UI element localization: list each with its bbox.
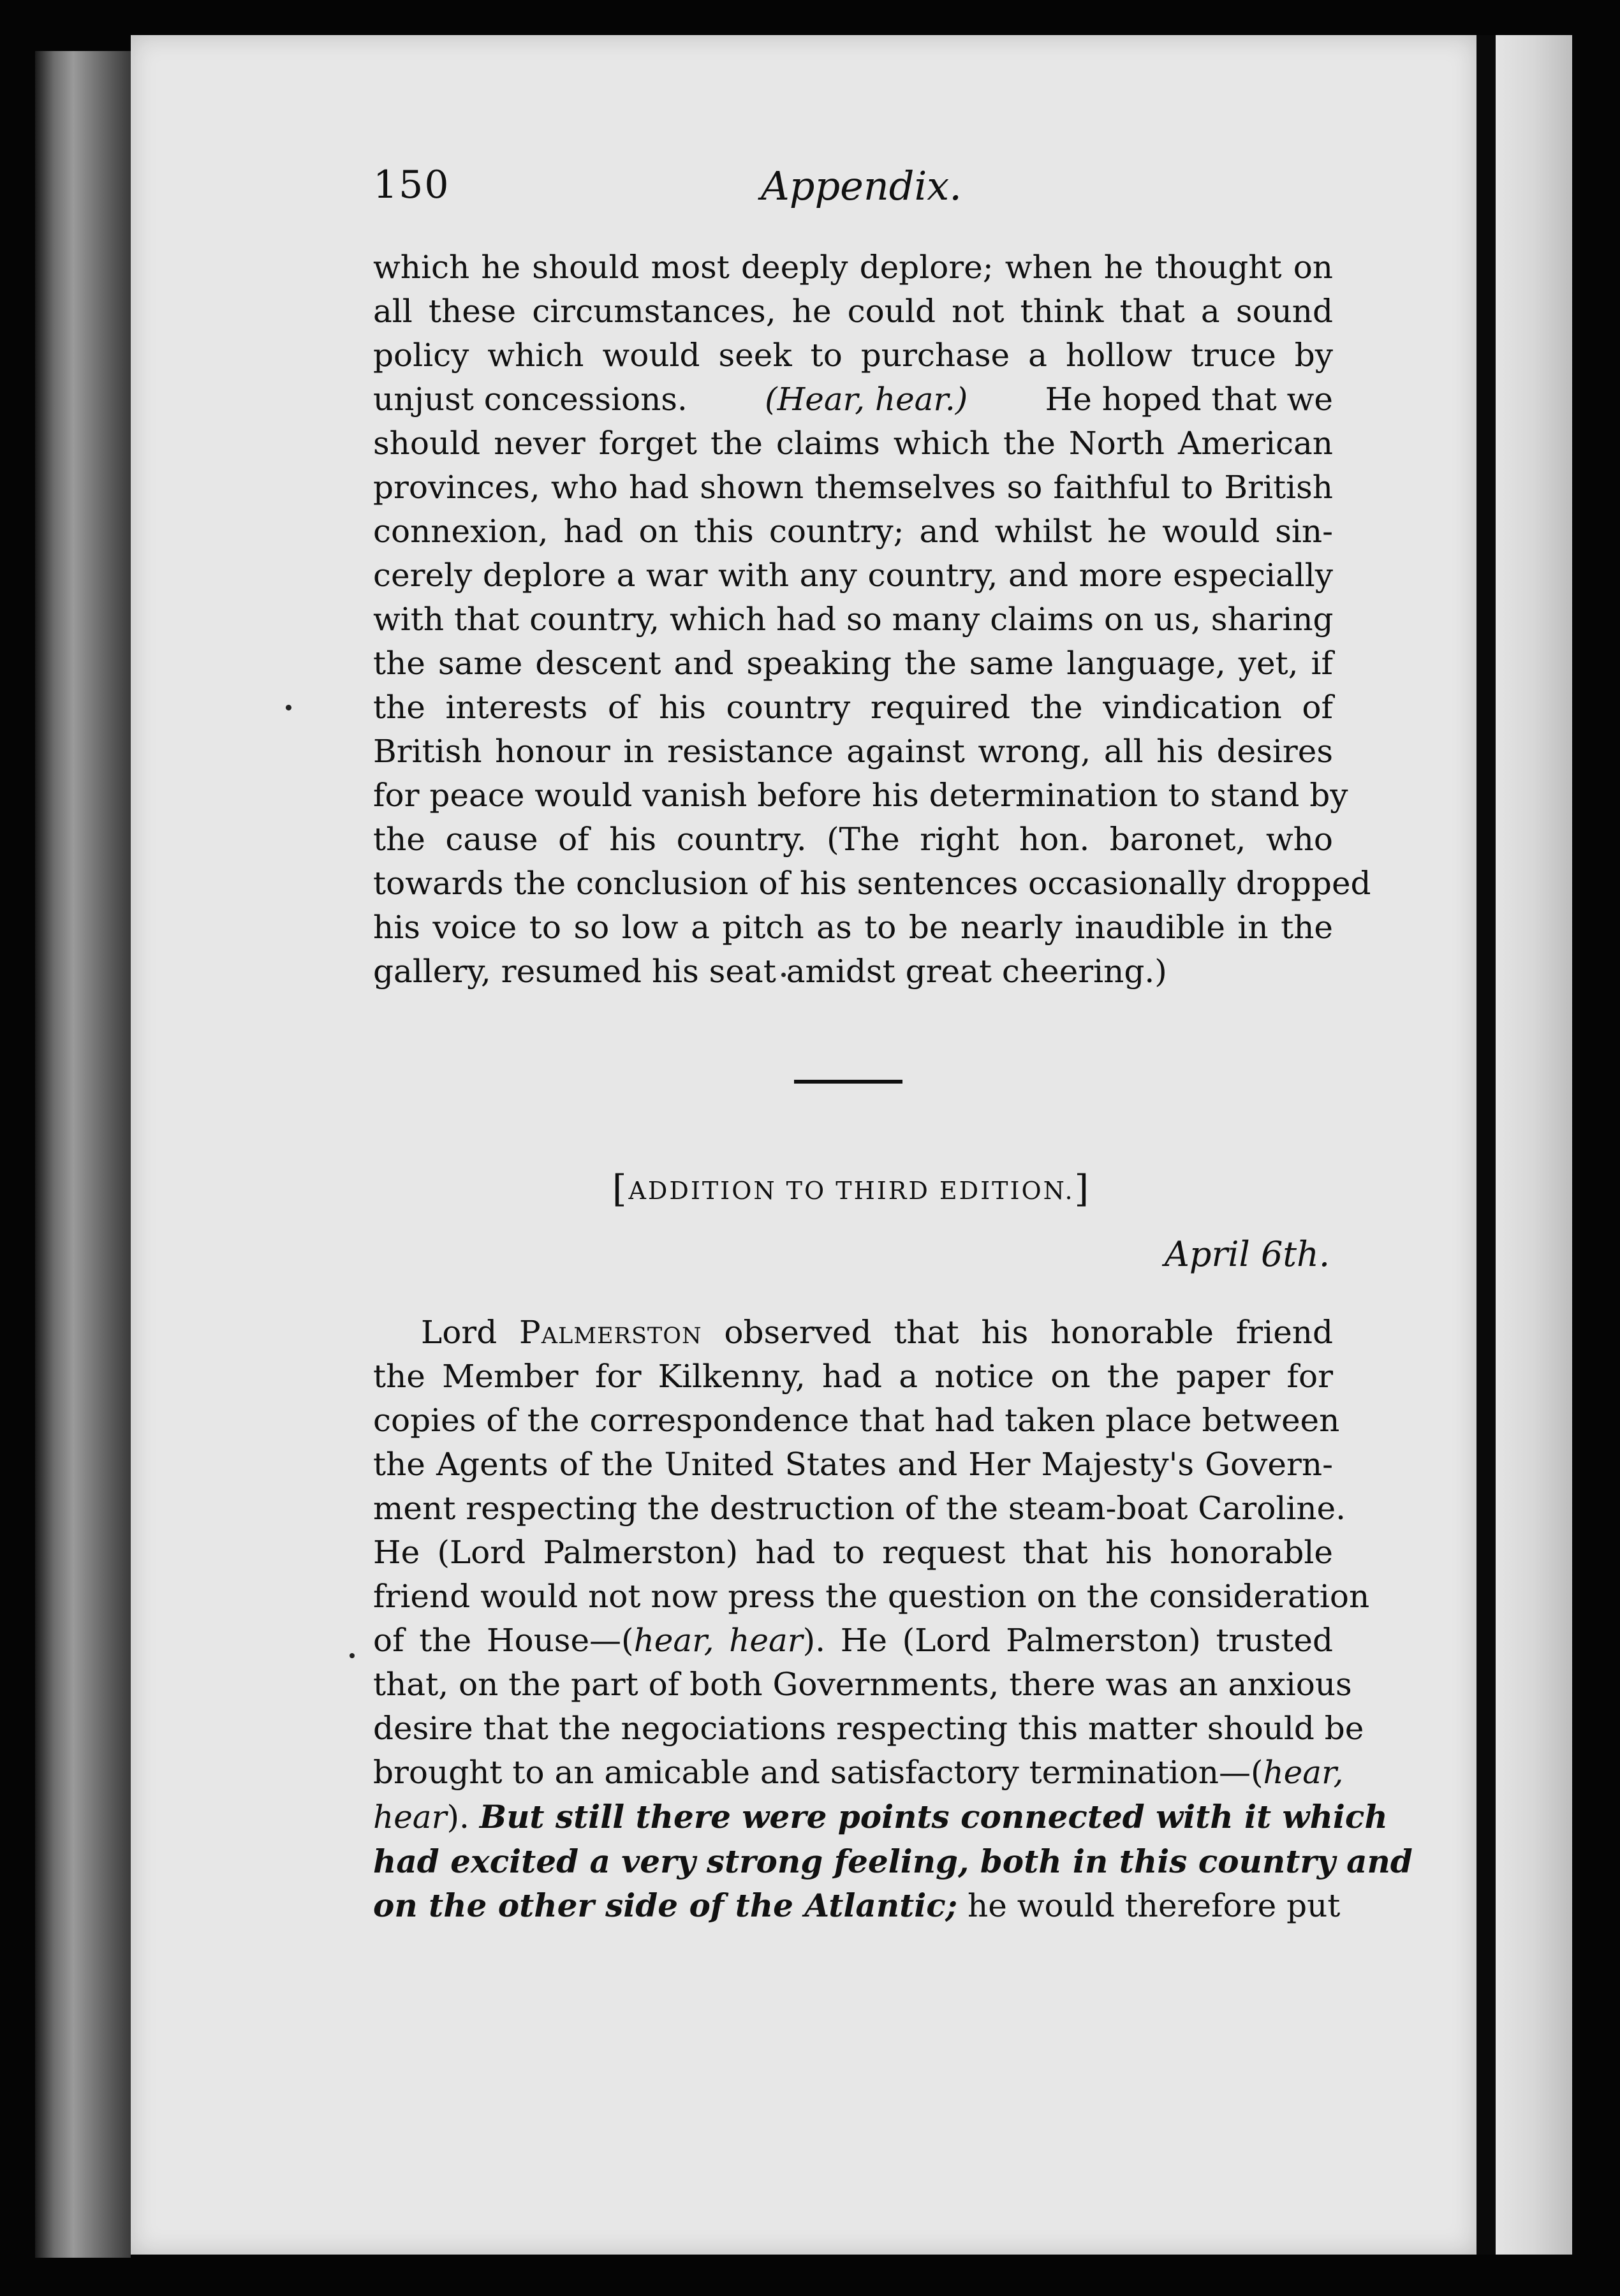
text-line: his voice to so low a pitch as to be nearly inaudible in the: [373, 909, 1333, 946]
text-line: desire that the negociations respecting this matter should be: [373, 1710, 1364, 1747]
text-line: had excited a very strong feeling, both in this country and: [373, 1843, 1413, 1880]
text-line: gallery, resumed his seat amidst great cheering.): [373, 953, 1167, 990]
bracket-open: [: [612, 1167, 629, 1211]
text-line: the interests of his country required the vindication of: [373, 689, 1333, 726]
page-number: 150: [373, 163, 450, 207]
paragraph-2: [373, 1311, 1413, 1928]
text-line: [373, 1619, 1333, 1663]
paragraph-1: [373, 246, 1371, 994]
text-fragment: observed that his honorable friend: [702, 1314, 1333, 1351]
text-line: copies of the correspondence that had taken place between: [373, 1402, 1340, 1439]
book-spine-edge: [35, 51, 131, 2258]
text-line: with that country, which had so many claims on us, sharing: [373, 601, 1334, 638]
text-line: [373, 378, 1333, 422]
text-line: He (Lord Palmerston) had to request that his honorable: [373, 1534, 1333, 1571]
text-line: provinces, who had shown themselves so faithful to British: [373, 469, 1333, 506]
text-line: the same descent and speaking the same language, yet, if: [373, 645, 1333, 682]
entry-date: April 6th.: [1164, 1234, 1330, 1274]
text-line: [373, 1311, 1333, 1355]
running-head: Appendix.: [761, 163, 962, 209]
text-fragment: ). He (Lord Palmerston) trusted: [802, 1622, 1333, 1659]
text-line: British honour in resistance against wrong, all his desires: [373, 733, 1333, 770]
text-line: all these circumstances, he could not think that a sound: [373, 293, 1333, 330]
text-fragment: unjust concessions.: [373, 381, 688, 418]
ink-speck: [286, 705, 291, 710]
text-line: policy which would seek to purchase a hollow truce by: [373, 337, 1333, 374]
text-fragment: He hoped that we: [1045, 381, 1333, 418]
italic-interjection: hear: [373, 1799, 447, 1836]
section-heading: [577, 1167, 1126, 1212]
page-gutter-shadow: [1476, 35, 1496, 2255]
page-header: [373, 163, 1323, 220]
text-line: for peace would vanish before his determination to stand by: [373, 777, 1348, 814]
text-line: the Member for Kilkenny, had a notice on the paper for: [373, 1358, 1333, 1395]
ink-speck: [350, 1653, 355, 1658]
text-line: that, on the part of both Governments, there was an anxious: [373, 1666, 1352, 1703]
text-line: which he should most deeply deplore; when he thought on: [373, 249, 1333, 286]
bold-italic-text: But still there were points connected with it which: [479, 1798, 1388, 1836]
text-line: the cause of his country. (The right hon. baronet, who: [373, 821, 1333, 858]
italic-interjection: hear, hear: [633, 1622, 803, 1659]
text-fragment: he would therefore put: [957, 1887, 1341, 1924]
section-divider: [794, 1080, 902, 1084]
text-line: [373, 1795, 1388, 1839]
bold-italic-text: on the other side of the Atlantic;: [373, 1887, 958, 1924]
text-line: connexion, had on this country; and whilst he would sin-: [373, 513, 1333, 550]
text-line: [373, 1883, 1341, 1928]
text-line: cerely deplore a war with any country, and more especially: [373, 557, 1333, 594]
text-fragment: of the House—(: [373, 1622, 634, 1659]
italic-interjection: (Hear, hear.): [765, 381, 968, 418]
bracket-close: ]: [1074, 1167, 1091, 1211]
text-line: ment respecting the destruction of the steam-boat Caroline.: [373, 1490, 1346, 1527]
italic-interjection: hear,: [1263, 1754, 1344, 1791]
text-line: should never forget the claims which the North American: [373, 425, 1333, 462]
text-line: towards the conclusion of his sentences occasionally dropped: [373, 865, 1371, 902]
text-line: the Agents of the United States and Her Majesty's Govern-: [373, 1446, 1333, 1483]
text-line: friend would not now press the question on the consideration: [373, 1578, 1370, 1615]
text-fragment: ).: [446, 1799, 480, 1836]
text-line: [373, 1751, 1344, 1795]
speaker-name: Palmerston: [519, 1314, 702, 1351]
text-fragment: brought to an amicable and satisfactory termination—(: [373, 1754, 1263, 1791]
text-fragment: Lord: [421, 1314, 520, 1351]
section-heading-text: ADDITION TO THIRD EDITION.: [628, 1177, 1075, 1205]
facing-page-edge: [1496, 35, 1572, 2255]
